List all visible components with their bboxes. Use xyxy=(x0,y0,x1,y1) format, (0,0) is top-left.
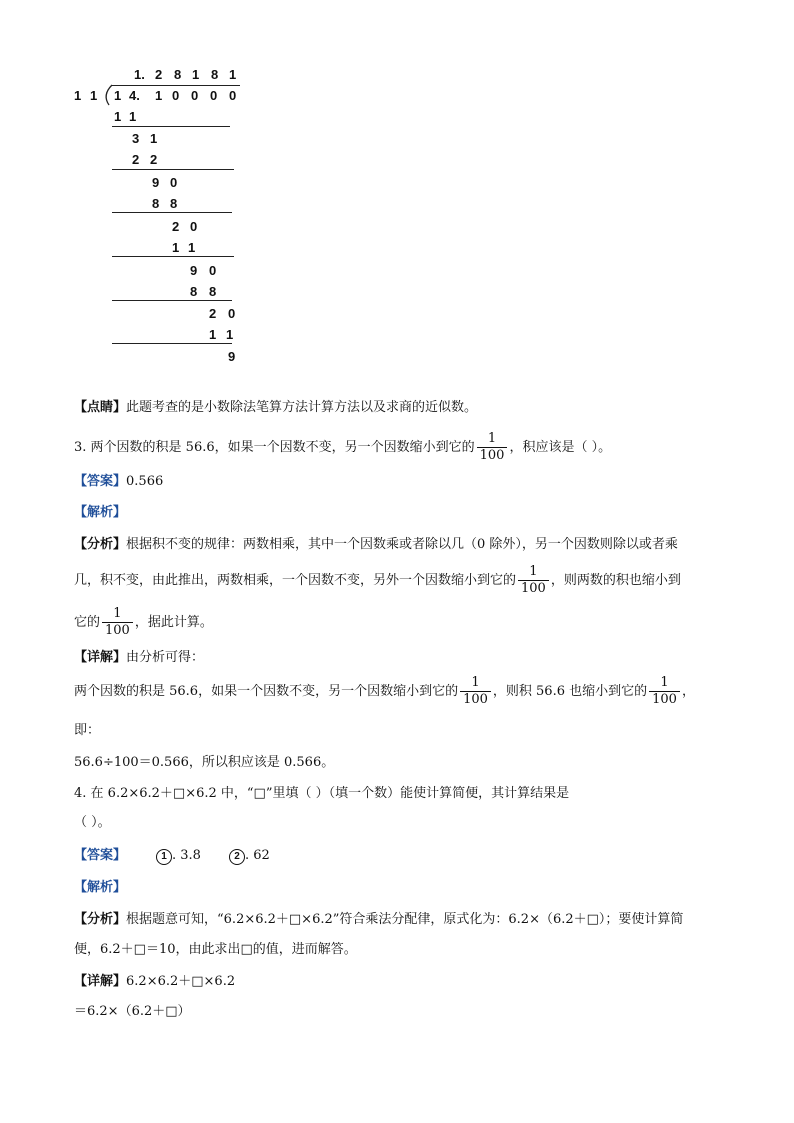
dividend-digit: 0 xyxy=(172,88,180,103)
division-bracket xyxy=(100,84,114,106)
division-bar xyxy=(112,85,240,86)
analysis-text: 便，6.2＋□＝10，由此求出□的值，进而解答。 xyxy=(74,942,357,957)
step-digit: 0 xyxy=(170,175,178,190)
step-line xyxy=(112,169,234,170)
dividend-digit: 4. xyxy=(129,88,140,103)
dividend-digit: 0 xyxy=(191,88,199,103)
step-digit: 1 xyxy=(188,240,196,255)
step-digit: 1 xyxy=(129,109,137,124)
analysis-text: 根据积不变的规律：两数相乘，其中一个因数乘或者除以几（0 除外），另一个因数则除以或者乘 xyxy=(126,537,678,552)
step-line xyxy=(112,126,230,127)
analysis-label: 【分析】 xyxy=(74,537,127,552)
fraction xyxy=(518,564,549,597)
detail-text: 由分析可得： xyxy=(126,650,205,665)
step-line xyxy=(112,256,234,257)
divisor-digit: 1 xyxy=(74,88,82,103)
long-division xyxy=(0,0,794,380)
divisor-digit: 1 xyxy=(90,88,98,103)
detail-text: ＝6.2×（6.2＋□） xyxy=(74,1004,191,1019)
q4-analysis-line1 xyxy=(74,910,683,930)
q3-analysis-line1 xyxy=(74,535,678,555)
q4-question-text: （ ）。 xyxy=(74,815,111,830)
fraction xyxy=(102,606,133,639)
fraction-numerator: 1 xyxy=(487,431,497,446)
tip-label: 【点睛】 xyxy=(74,400,127,415)
remainder-digit: 9 xyxy=(228,349,236,364)
fraction xyxy=(460,675,491,708)
q3-question xyxy=(74,428,611,468)
fraction-denominator: 100 xyxy=(518,580,549,597)
analysis-text: ，据此计算。 xyxy=(134,615,213,630)
step-digit: 2 xyxy=(150,152,158,167)
q4-question-line2 xyxy=(74,813,111,833)
q3-jiexi xyxy=(74,503,126,523)
circled-number-icon: 1 xyxy=(156,849,172,865)
analysis-text: ，则两数的积也缩小到 xyxy=(550,573,681,588)
dividend-digit: 0 xyxy=(210,88,218,103)
detail-label: 【详解】 xyxy=(74,974,127,989)
step-digit: 0 xyxy=(228,306,236,321)
q3-detail-line2 xyxy=(74,672,695,712)
q4-question-line1 xyxy=(74,784,569,804)
step-digit: 9 xyxy=(190,263,198,278)
q4-detail-line2 xyxy=(74,1002,191,1022)
step-digit: 1 xyxy=(114,109,122,124)
detail-text: 即： xyxy=(74,723,101,738)
step-digit: 2 xyxy=(132,152,140,167)
fraction-denominator: 100 xyxy=(649,691,680,708)
q3-answer xyxy=(74,472,163,492)
q3-question-text: ，积应该是（ ）。 xyxy=(509,440,612,455)
quotient-digit: 8 xyxy=(174,67,182,82)
dividend-digit: 0 xyxy=(229,88,237,103)
q4-jiexi xyxy=(74,878,126,898)
tip-text: 此题考查的是小数除法笔算方法计算方法以及求商的近似数。 xyxy=(126,400,478,415)
step-digit: 0 xyxy=(190,219,198,234)
q4-question-text: 4. 在 6.2×6.2＋□×6.2 中，“□”里填（ ）（填一个数）能使计算简便，其计算结果是 xyxy=(74,786,570,801)
circled-number-icon: 2 xyxy=(229,849,245,865)
quotient-digit: 1. xyxy=(134,67,145,82)
jiexi-label: 【解析】 xyxy=(74,505,127,520)
quotient-digit: 1 xyxy=(229,67,237,82)
answer-label: 【答案】 xyxy=(74,474,127,489)
fraction-numerator: 1 xyxy=(529,564,538,579)
step-line xyxy=(112,343,232,344)
fraction xyxy=(649,675,680,708)
fraction-denominator: 100 xyxy=(102,622,133,639)
answer-label: 【答案】 xyxy=(74,848,127,863)
quotient-digit: 2 xyxy=(155,67,163,82)
dividend-digit: 1 xyxy=(155,88,163,103)
analysis-text: 根据题意可知，“6.2×6.2＋□×6.2”符合乘法分配律，原式化为：6.2×（6.2＋□）；要使计算简 xyxy=(126,912,684,927)
answer-value: . 3.8 xyxy=(172,848,201,863)
fraction-numerator: 1 xyxy=(113,606,122,621)
step-digit: 8 xyxy=(190,284,198,299)
step-digit: 8 xyxy=(170,196,178,211)
step-digit: 2 xyxy=(172,219,180,234)
detail-label: 【详解】 xyxy=(74,650,127,665)
analysis-label: 【分析】 xyxy=(74,912,127,927)
quotient-digit: 8 xyxy=(211,67,219,82)
answer-value: . 62 xyxy=(244,848,270,863)
q3-detail-line3 xyxy=(74,721,100,741)
q3-analysis-line2 xyxy=(74,561,681,601)
q3-analysis-line3 xyxy=(74,603,213,643)
jiexi-label: 【解析】 xyxy=(74,880,127,895)
step-digit: 1 xyxy=(150,131,158,146)
step-digit: 0 xyxy=(209,263,217,278)
quotient-digit: 1 xyxy=(192,67,200,82)
fraction-numerator: 1 xyxy=(660,675,669,690)
detail-text: 56.6÷100＝0.566，所以积应该是 0.566。 xyxy=(74,755,335,770)
dividend-digit: 1 xyxy=(114,88,122,103)
fraction-denominator: 100 xyxy=(477,447,508,464)
q3-detail-line4 xyxy=(74,753,334,773)
step-digit: 8 xyxy=(152,196,160,211)
step-line xyxy=(112,300,232,301)
step-digit: 8 xyxy=(209,284,217,299)
detail-text: 两个因数的积是 56.6，如果一个因数不变，另一个因数缩小到它的 xyxy=(74,684,459,699)
step-digit: 1 xyxy=(172,240,180,255)
analysis-text: 几，积不变，由此推出，两数相乘，一个因数不变，另外一个因数缩小到它的 xyxy=(74,573,517,588)
detail-text: ，则积 56.6 也缩小到它的 xyxy=(492,684,648,699)
q3-detail-line1 xyxy=(74,648,204,668)
fraction-numerator: 1 xyxy=(471,675,480,690)
fraction xyxy=(477,431,508,464)
detail-text: ， xyxy=(681,684,695,699)
fraction-denominator: 100 xyxy=(460,691,491,708)
answer-value: 0.566 xyxy=(126,474,164,489)
detail-text: 6.2×6.2＋□×6.2 xyxy=(126,974,236,989)
step-digit: 1 xyxy=(209,327,217,342)
q3-question-text: 3. 两个因数的积是 56.6，如果一个因数不变，另一个因数缩小到它的 xyxy=(74,440,475,455)
q4-detail-line1 xyxy=(74,972,235,992)
analysis-text: 它的 xyxy=(74,615,101,630)
tip-line xyxy=(74,398,477,418)
step-line xyxy=(112,212,232,213)
q4-analysis-line2 xyxy=(74,940,357,960)
step-digit: 3 xyxy=(132,131,140,146)
step-digit: 1 xyxy=(226,327,234,342)
step-digit: 9 xyxy=(152,175,160,190)
step-digit: 2 xyxy=(209,306,217,321)
q4-answer xyxy=(74,846,270,866)
